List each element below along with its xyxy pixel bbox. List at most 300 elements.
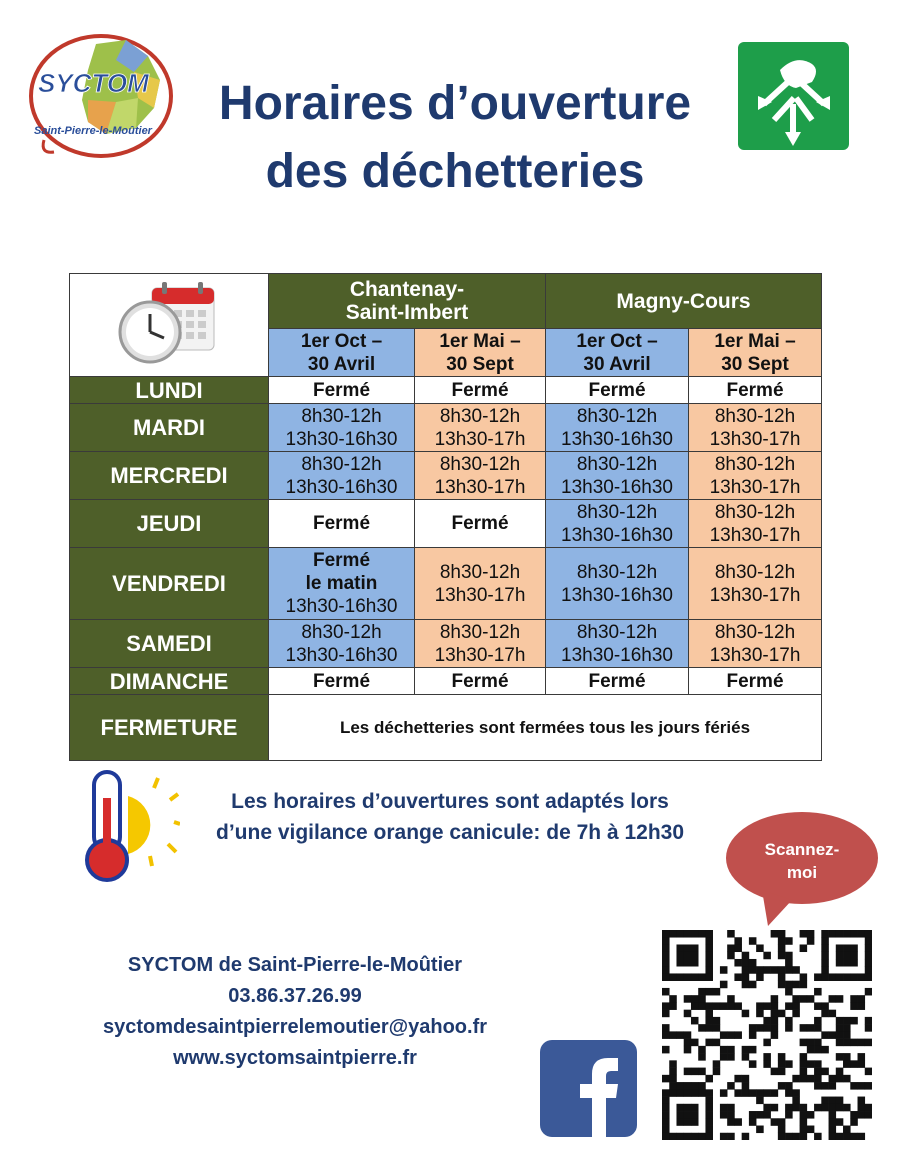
qr-module [669, 1002, 677, 1010]
qr-module [684, 1068, 692, 1076]
qr-module [720, 981, 728, 989]
qr-module [734, 944, 742, 952]
qr-module [807, 1111, 815, 1119]
qr-module [720, 1104, 728, 1112]
qr-module [829, 930, 837, 938]
qr-module [756, 1010, 764, 1018]
qr-module [727, 1002, 735, 1010]
qr-module [698, 1133, 706, 1140]
qr-module [684, 1104, 692, 1112]
qr-module [662, 1046, 670, 1054]
qr-module [836, 1024, 844, 1032]
qr-module [698, 988, 706, 996]
qr-module [684, 930, 692, 938]
qr-module [684, 1111, 692, 1119]
qr-module [756, 1024, 764, 1032]
fermeture-text: Les déchetteries sont fermées tous les jours fériés [269, 695, 822, 761]
qr-module [850, 995, 858, 1003]
qr-module [705, 1089, 713, 1097]
qr-module [807, 995, 815, 1003]
qr-module [720, 1002, 728, 1010]
qr-module [742, 1046, 750, 1054]
qr-module [829, 1031, 837, 1039]
site-header-magny: Magny-Cours [546, 274, 822, 329]
qr-module [771, 995, 779, 1003]
day-label: MARDI [70, 404, 269, 452]
qr-module [858, 1133, 866, 1140]
qr-module [829, 1133, 837, 1140]
qr-module [684, 995, 692, 1003]
day-label: LUNDI [70, 377, 269, 404]
schedule-cell: 8h30-12h 13h30-16h30 [269, 452, 415, 500]
qr-module [821, 1010, 829, 1018]
qr-module [814, 1024, 822, 1032]
qr-module [756, 1089, 764, 1097]
qr-module [684, 1039, 692, 1047]
qr-module [684, 1082, 692, 1090]
qr-module [792, 995, 800, 1003]
qr-module [705, 1126, 713, 1134]
contact-phone[interactable]: 03.86.37.26.99 [228, 985, 362, 1007]
qr-module [756, 1097, 764, 1105]
qr-module [821, 1104, 829, 1112]
qr-module [749, 1118, 757, 1126]
period-header: 1er Mai – 30 Sept [415, 329, 546, 377]
qr-module [705, 1010, 713, 1018]
qr-module [778, 966, 786, 974]
contact-website[interactable]: www.syctomsaintpierre.fr [173, 1047, 417, 1069]
schedule-cell: 8h30-12h 13h30-16h30 [546, 452, 689, 500]
qr-module [800, 1053, 808, 1061]
qr-module [734, 959, 742, 967]
qr-module [720, 1053, 728, 1061]
qr-module [705, 952, 713, 960]
page-title [150, 70, 760, 206]
qr-module [829, 1111, 837, 1119]
qr-code[interactable] [662, 930, 872, 1140]
qr-module [763, 1060, 771, 1068]
qr-module [669, 1133, 677, 1140]
qr-module [865, 1082, 872, 1090]
qr-module [800, 1126, 808, 1134]
qr-module [814, 1075, 822, 1083]
thermometer-sun-icon [74, 768, 180, 884]
day-label: DIMANCHE [70, 668, 269, 695]
qr-module [800, 1075, 808, 1083]
canicule-line-1: Les horaires d’ouvertures sont adaptés lors [231, 790, 669, 813]
qr-module [843, 1031, 851, 1039]
qr-module [691, 1002, 699, 1010]
qr-module [778, 937, 786, 945]
qr-module [727, 1104, 735, 1112]
qr-module [742, 1089, 750, 1097]
schedule-cell: Fermé [546, 668, 689, 695]
qr-module [785, 1133, 793, 1140]
qr-module [662, 1133, 670, 1140]
qr-module [865, 959, 872, 967]
qr-module [814, 1060, 822, 1068]
qr-module [742, 966, 750, 974]
qr-module [705, 988, 713, 996]
qr-module [749, 1089, 757, 1097]
schedule-cell: 8h30-12h 13h30-16h30 [269, 620, 415, 668]
qr-module [713, 988, 721, 996]
schedule-cell: 8h30-12h 13h30-17h [689, 452, 822, 500]
qr-module [814, 988, 822, 996]
qr-module [814, 973, 822, 981]
qr-module [713, 1039, 721, 1047]
qr-module [698, 995, 706, 1003]
qr-module [676, 959, 684, 967]
qr-module [691, 973, 699, 981]
qr-module [850, 1111, 858, 1119]
qr-module [843, 930, 851, 938]
qr-module [836, 1075, 844, 1083]
qr-module [778, 1010, 786, 1018]
period-header: 1er Mai – 30 Sept [689, 329, 822, 377]
qr-module [756, 1111, 764, 1119]
period-header: 1er Oct – 30 Avril [546, 329, 689, 377]
qr-module [763, 966, 771, 974]
qr-module [807, 1024, 815, 1032]
qr-module [850, 930, 858, 938]
qr-module [836, 1031, 844, 1039]
qr-module [713, 1060, 721, 1068]
qr-module [836, 1097, 844, 1105]
qr-module [836, 1104, 844, 1112]
qr-module [858, 973, 866, 981]
qr-module [698, 1046, 706, 1054]
qr-module [843, 973, 851, 981]
qr-module [720, 1111, 728, 1119]
qr-module [821, 930, 829, 938]
qr-module [734, 1075, 742, 1083]
qr-module [829, 1104, 837, 1112]
qr-module [749, 1111, 757, 1119]
qr-module [858, 1002, 866, 1010]
qr-module [713, 1024, 721, 1032]
qr-module [814, 1133, 822, 1140]
qr-module [821, 937, 829, 945]
qr-module [836, 995, 844, 1003]
qr-module [771, 1010, 779, 1018]
schedule-table [69, 273, 822, 761]
qr-module [843, 1126, 851, 1134]
qr-module [734, 1031, 742, 1039]
qr-module [676, 973, 684, 981]
canicule-line-2: d’une vigilance orange canicule: de 7h à 12h30 [216, 821, 684, 844]
qr-module [785, 1017, 793, 1025]
qr-module [662, 966, 670, 974]
qr-module [684, 973, 692, 981]
qr-module [836, 1118, 844, 1126]
day-label: SAMEDI [70, 620, 269, 668]
qr-module [814, 1068, 822, 1076]
qr-module [865, 937, 872, 945]
qr-module [778, 1133, 786, 1140]
qr-module [662, 1024, 670, 1032]
schedule-cell: 8h30-12h 13h30-16h30 [546, 500, 689, 548]
qr-module [807, 937, 815, 945]
qr-module [763, 1111, 771, 1119]
scan-bubble-text: Scannez- moi [764, 840, 840, 882]
qr-module [662, 1002, 670, 1010]
qr-module [785, 981, 793, 989]
qr-module [821, 966, 829, 974]
qr-module [829, 1118, 837, 1126]
qr-module [858, 1082, 866, 1090]
recycling-icon [736, 40, 851, 152]
qr-module [662, 1010, 670, 1018]
qr-module [865, 1068, 872, 1076]
qr-module [662, 1097, 670, 1105]
qr-module [662, 1104, 670, 1112]
qr-module [843, 1053, 851, 1061]
site-header-chantenay: Chantenay- Saint-Imbert [269, 274, 546, 329]
qr-module [778, 1082, 786, 1090]
schedule-cell: Fermé [689, 668, 822, 695]
qr-module [778, 944, 786, 952]
qr-module [676, 1133, 684, 1140]
qr-module [850, 1082, 858, 1090]
qr-module [771, 1068, 779, 1076]
qr-module [792, 981, 800, 989]
qr-module [742, 1053, 750, 1061]
qr-module [749, 1060, 757, 1068]
qr-module [691, 1104, 699, 1112]
qr-module [850, 973, 858, 981]
qr-module [676, 1111, 684, 1119]
qr-module [734, 1089, 742, 1097]
qr-module [785, 1060, 793, 1068]
facebook-icon[interactable] [540, 1040, 637, 1137]
qr-module [821, 1031, 829, 1039]
qr-module [792, 1089, 800, 1097]
period-header: 1er Oct – 30 Avril [269, 329, 415, 377]
qr-module [698, 1053, 706, 1061]
qr-module [727, 1053, 735, 1061]
qr-module [691, 1133, 699, 1140]
qr-module [865, 1104, 872, 1112]
schedule-cell: 8h30-12h 13h30-17h [415, 404, 546, 452]
qr-module [843, 1017, 851, 1025]
qr-module [850, 959, 858, 967]
qr-module [684, 944, 692, 952]
qr-module [800, 1024, 808, 1032]
qr-module [691, 1017, 699, 1025]
qr-module [785, 959, 793, 967]
qr-module [858, 1039, 866, 1047]
qr-module [749, 1024, 757, 1032]
qr-module [807, 1126, 815, 1134]
qr-module [836, 952, 844, 960]
qr-module [705, 1097, 713, 1105]
qr-module [771, 1118, 779, 1126]
schedule-cell: 8h30-12h 13h30-17h [689, 620, 822, 668]
qr-module [821, 959, 829, 967]
qr-module [684, 1046, 692, 1054]
qr-module [785, 1024, 793, 1032]
qr-module [843, 1104, 851, 1112]
qr-module [705, 1133, 713, 1140]
qr-module [850, 1039, 858, 1047]
qr-module [727, 1046, 735, 1054]
qr-module [676, 1082, 684, 1090]
qr-module [843, 959, 851, 967]
qr-module [684, 1010, 692, 1018]
qr-module [749, 959, 757, 967]
qr-module [821, 1097, 829, 1105]
qr-module [691, 952, 699, 960]
qr-module [742, 1082, 750, 1090]
qr-module [800, 1111, 808, 1119]
qr-module [691, 1111, 699, 1119]
qr-module [705, 966, 713, 974]
qr-module [829, 1126, 837, 1134]
qr-module [785, 937, 793, 945]
qr-module [676, 1031, 684, 1039]
qr-module [756, 1002, 764, 1010]
qr-module [763, 952, 771, 960]
qr-module [792, 1097, 800, 1105]
qr-module [821, 973, 829, 981]
qr-module [669, 1075, 677, 1083]
qr-module [865, 966, 872, 974]
qr-module [705, 1024, 713, 1032]
qr-module [684, 1133, 692, 1140]
qr-module [698, 1068, 706, 1076]
qr-module [698, 1002, 706, 1010]
qr-module [785, 1002, 793, 1010]
day-label: VENDREDI [70, 548, 269, 620]
schedule-cell: Fermé [269, 377, 415, 404]
qr-module [720, 1031, 728, 1039]
qr-module [800, 1118, 808, 1126]
qr-module [669, 1089, 677, 1097]
qr-module [778, 1053, 786, 1061]
qr-module [865, 944, 872, 952]
qr-module [676, 1104, 684, 1112]
qr-module [829, 1075, 837, 1083]
qr-module [800, 944, 808, 952]
qr-module [778, 930, 786, 938]
qr-module [691, 1039, 699, 1047]
qr-module [705, 959, 713, 967]
schedule-cell: 8h30-12h 13h30-16h30 [546, 620, 689, 668]
qr-module [858, 1104, 866, 1112]
qr-module [850, 1133, 858, 1140]
day-label: JEUDI [70, 500, 269, 548]
qr-module [836, 959, 844, 967]
qr-module [727, 1082, 735, 1090]
qr-module [763, 1002, 771, 1010]
qr-module [800, 981, 808, 989]
qr-module [858, 1097, 866, 1105]
qr-module [662, 952, 670, 960]
qr-module [850, 1002, 858, 1010]
qr-module [821, 1082, 829, 1090]
qr-module [807, 1060, 815, 1068]
contact-block [60, 950, 530, 1074]
qr-module [865, 930, 872, 938]
qr-module [865, 973, 872, 981]
schedule-cell: 8h30-12h 13h30-17h [415, 452, 546, 500]
schedule-cell: 8h30-12h 13h30-16h30 [546, 404, 689, 452]
qr-module [705, 973, 713, 981]
qr-module [829, 1010, 837, 1018]
qr-module [850, 1017, 858, 1025]
qr-module [705, 937, 713, 945]
canicule-notice [180, 786, 720, 848]
qr-module [807, 930, 815, 938]
qr-module [778, 981, 786, 989]
qr-module [836, 1039, 844, 1047]
qr-module [763, 1024, 771, 1032]
schedule-cell: Fermé [269, 668, 415, 695]
qr-module [698, 1024, 706, 1032]
qr-module [858, 1053, 866, 1061]
qr-module [771, 1104, 779, 1112]
qr-module [785, 1082, 793, 1090]
qr-module [821, 1068, 829, 1076]
qr-module [778, 1126, 786, 1134]
qr-module [778, 1068, 786, 1076]
qr-module [756, 1126, 764, 1134]
qr-module [669, 1031, 677, 1039]
qr-module [836, 1017, 844, 1025]
qr-module [691, 995, 699, 1003]
qr-module [814, 1039, 822, 1047]
qr-module [742, 1075, 750, 1083]
qr-module [713, 1068, 721, 1076]
contact-email[interactable]: syctomdesaintpierrelemoutier@yahoo.fr [102, 1016, 488, 1038]
qr-module [691, 1089, 699, 1097]
schedule-cell: Fermé [689, 377, 822, 404]
qr-module [792, 966, 800, 974]
qr-module [843, 1133, 851, 1140]
qr-module [734, 973, 742, 981]
qr-module [785, 1111, 793, 1119]
qr-module [800, 973, 808, 981]
qr-module [698, 973, 706, 981]
qr-module [684, 959, 692, 967]
qr-module [778, 952, 786, 960]
qr-module [771, 1031, 779, 1039]
qr-module [829, 973, 837, 981]
qr-module [669, 1068, 677, 1076]
schedule-cell: Fermé [415, 377, 546, 404]
qr-module [785, 966, 793, 974]
qr-module [749, 1031, 757, 1039]
qr-module [821, 944, 829, 952]
qr-module [756, 966, 764, 974]
qr-module [814, 1046, 822, 1054]
title-line-2: des déchetteries [265, 145, 645, 198]
qr-module [771, 1017, 779, 1025]
qr-module [807, 1075, 815, 1083]
qr-module [727, 1111, 735, 1119]
title-line-1: Horaires d’ouverture [218, 77, 692, 130]
qr-module [771, 930, 779, 938]
qr-module [778, 973, 786, 981]
qr-module [858, 930, 866, 938]
qr-module [734, 937, 742, 945]
qr-module [676, 952, 684, 960]
schedule-cell: 8h30-12h 13h30-17h [689, 404, 822, 452]
qr-module [676, 1118, 684, 1126]
qr-module [865, 1017, 872, 1025]
qr-module [829, 995, 837, 1003]
